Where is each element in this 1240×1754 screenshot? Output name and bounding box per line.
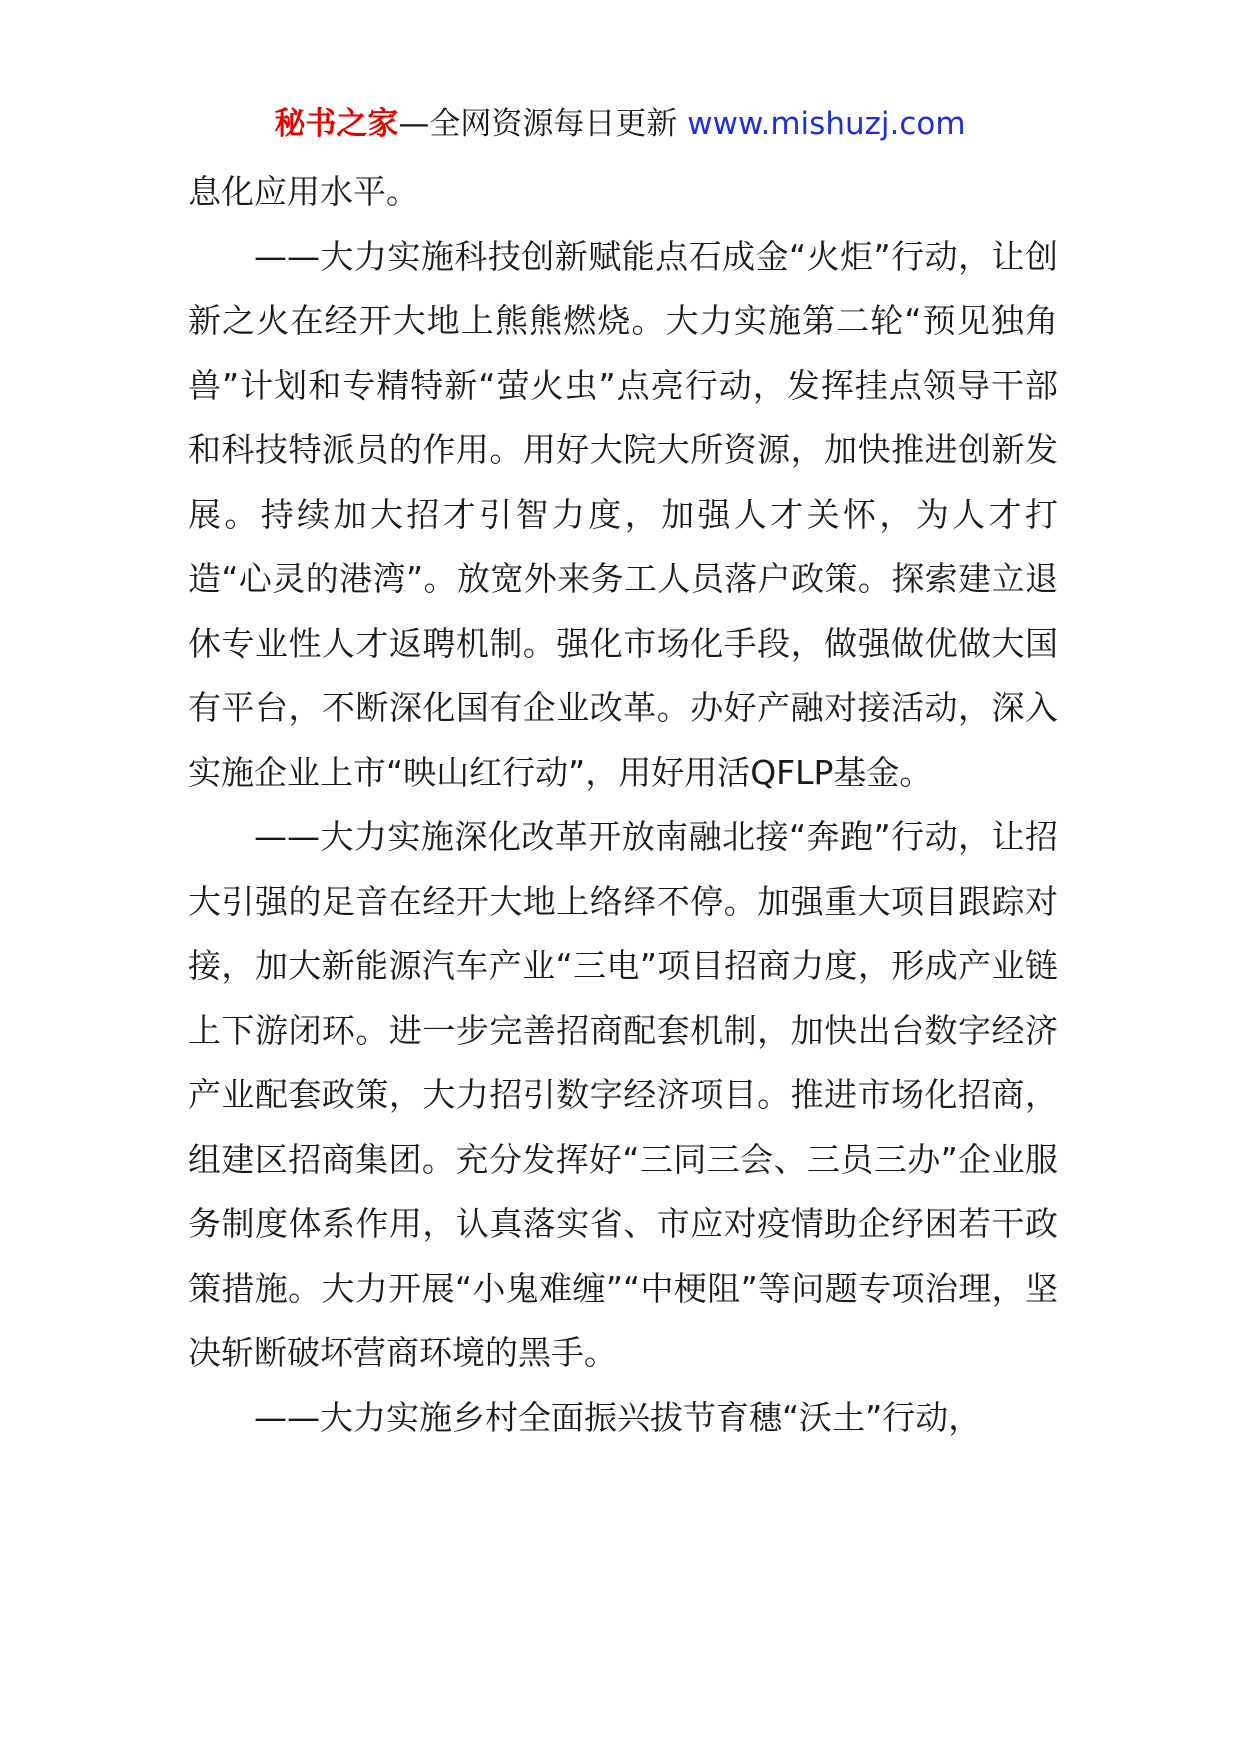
- header-tagline: —全网资源每日更新: [398, 106, 678, 142]
- paragraph-fertile-soil-action: ——大力实施乡村全面振兴拔节育穗“沃土”行动，: [254, 1397, 982, 1437]
- site-link[interactable]: www.mishuzj.com: [687, 106, 966, 142]
- document-body: [188, 160, 1058, 1450]
- page-header: [0, 100, 1240, 148]
- paragraph-running-action: ——大力实施深化改革开放南融北接“奔跑”行动，让招大引强的足音在经开大地上络绎不停。加强重大项目跟踪对接，加大新能源汽车产业“三电”项目招商力度，形成产业链上下游闭环。进一步完善招商配套机制，加快出台数字经济产业配套政策，大力招引数字经济项目。推进市场化招商，组建区招商集团。充分发挥好“三同三会、三员三办”企业服务制度体系作用，认真落实省、市应对疫情助企纾困若干政策措施。大力开展“小鬼难缠”“中梗阻”等问题专项治理，坚决斩断破坏营商环境的黑手。: [188, 817, 1058, 1372]
- brand-name: 秘书之家: [274, 106, 399, 142]
- paragraph-continuation: 息化应用水平。: [188, 172, 419, 211]
- paragraph-torch-action: ——大力实施科技创新赋能点石成金“火炬”行动，让创新之火在经开大地上熊熊燃烧。大力实施第二轮“预见独角兽”计划和专精特新“萤火虫”点亮行动，发挥挂点领导干部和科技特派员的作用。用好大院大所资源，加快推进创新发展。持续加大招才引智力度，加强人才关怀，为人才打造“心灵的港湾”。放宽外来务工人员落户政策。探索建立退休专业性人才返聘机制。强化市场化手段，做强做优做大国有平台，不断深化国有企业改革。办好产融对接活动，深入实施企业上市“映山红行动”，用好用活QFLP基金。: [188, 236, 1058, 792]
